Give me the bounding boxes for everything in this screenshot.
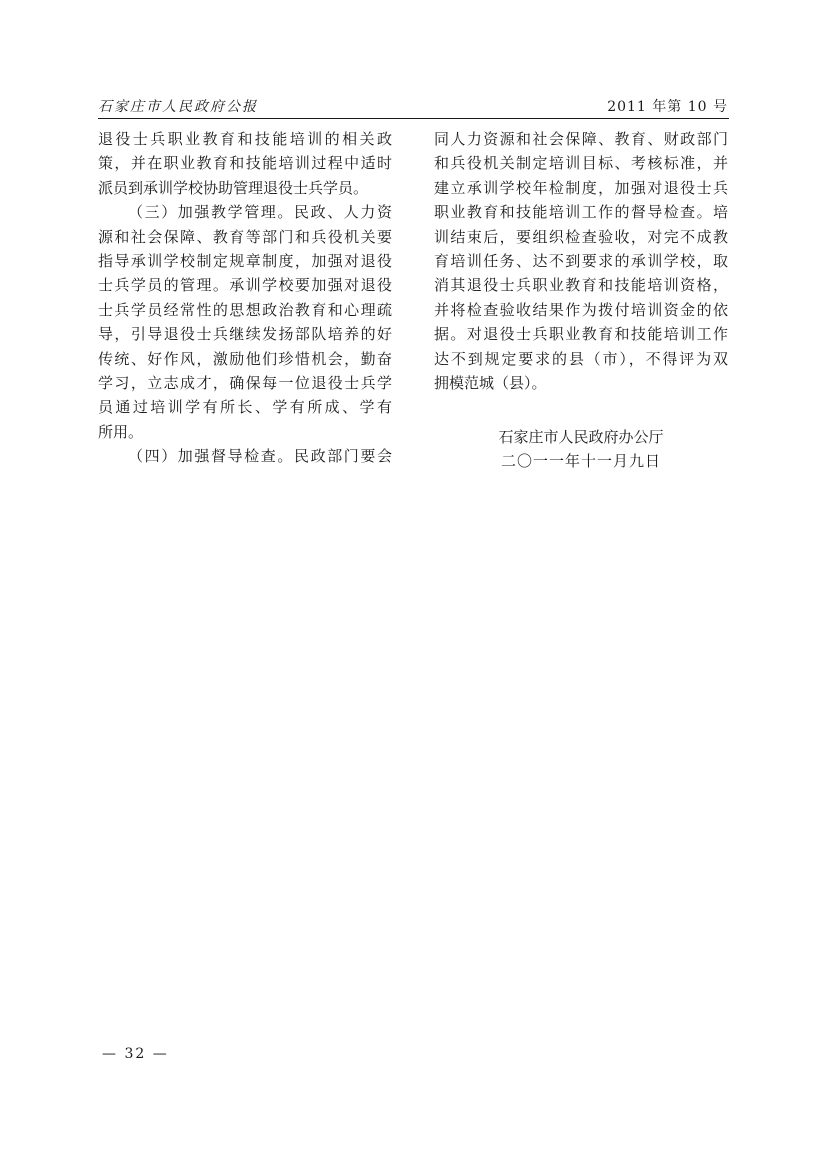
text-line: 策，并在职业教育和技能培训过程中适时 bbox=[98, 154, 392, 173]
text-line: 训结束后，要组织检查验收，对完不成教 bbox=[434, 227, 728, 246]
left-text-column bbox=[98, 127, 392, 468]
text-line: 退役士兵职业教育和技能培训的相关政 bbox=[98, 130, 392, 148]
text-line: 拥模范城（县）。 bbox=[434, 373, 547, 392]
text-line: 指导承训学校制定规章制度，加强对退役 bbox=[98, 251, 392, 270]
text-line: 所用。 bbox=[98, 422, 144, 441]
publication-title: 石家庄市人民政府公报 bbox=[98, 99, 258, 115]
text-line: （四）加强督导检查。民政部门要会 bbox=[128, 447, 392, 466]
text-line: 士兵学员的管理。承训学校要加强对退役 bbox=[98, 276, 392, 295]
text-line: 据。对退役士兵职业教育和技能培训工作 bbox=[434, 325, 728, 344]
text-line: （三）加强教学管理。民政、人力资 bbox=[128, 203, 392, 222]
text-line: 传统、好作风，激励他们珍惜机会，勤奋 bbox=[98, 349, 392, 368]
text-line: 建立承训学校年检制度，加强对退役士兵 bbox=[434, 178, 728, 197]
issue-number: 2011 年第 10 号 bbox=[607, 99, 728, 115]
signature-office: 石家庄市人民政府办公厅 bbox=[498, 428, 664, 446]
text-line: 和兵役机关制定培训目标、考核标准，并 bbox=[434, 154, 728, 173]
text-line: 职业教育和技能培训工作的督导检查。培 bbox=[434, 203, 728, 222]
page-number: — 32 — bbox=[102, 1046, 169, 1062]
text-line: 学习，立志成才，确保每一位退役士兵学 bbox=[98, 373, 392, 392]
text-line: 达不到规定要求的县（市），不得评为双 bbox=[434, 349, 728, 368]
right-text-column bbox=[434, 127, 728, 395]
text-line: 员通过培训学有所长、学有所成、学有 bbox=[98, 398, 392, 417]
text-line: 消其退役士兵职业教育和技能培训资格， bbox=[434, 276, 728, 295]
text-line: 育培训任务、达不到要求的承训学校，取 bbox=[434, 251, 728, 270]
text-line: 派员到承训学校协助管理退役士兵学员。 bbox=[98, 178, 369, 197]
text-line: 士兵学员经常性的思想政治教育和心理疏 bbox=[98, 300, 392, 319]
text-line: 导，引导退役士兵继续发扬部队培养的好 bbox=[98, 325, 392, 344]
text-line: 源和社会保障、教育等部门和兵役机关要 bbox=[98, 227, 392, 246]
text-line: 同人力资源和社会保障、教育、财政部门 bbox=[434, 130, 728, 148]
text-line: 并将检查验收结果作为拨付培训资金的依 bbox=[434, 300, 728, 319]
signature-date: 二〇一一年十一月九日 bbox=[500, 452, 661, 470]
header-divider bbox=[98, 118, 729, 119]
